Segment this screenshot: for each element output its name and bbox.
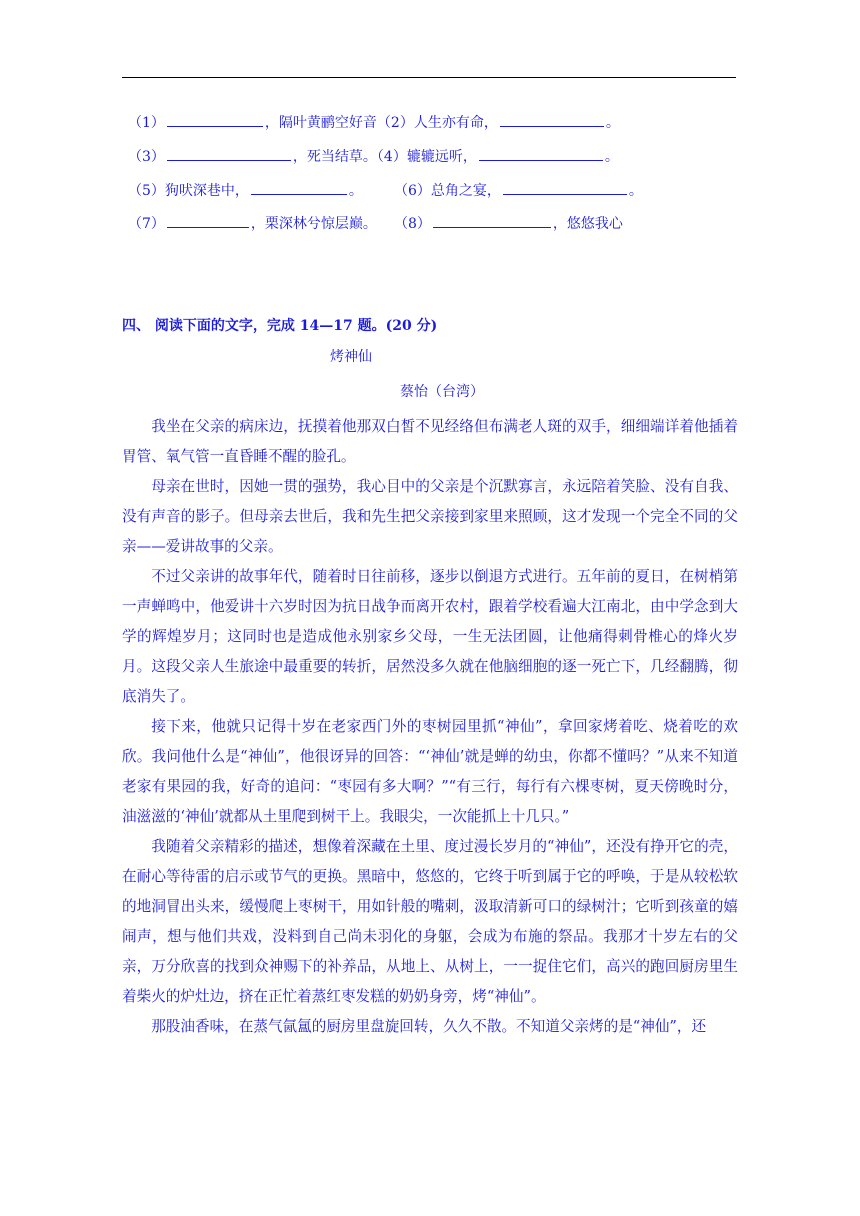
answer-blank[interactable]: [167, 213, 249, 228]
article-title: 烤神仙: [330, 349, 372, 365]
fill-in-row-3: [128, 180, 363, 201]
paragraph: 接下来，他就只记得十岁在老家西门外的枣树园里抓“神仙”，拿回家烤着吃、烧着吃的欢欣。我问他什么是“神仙”，他很讶异的回答：“‘神仙’就是蝉的幼虫，你都不懂吗？”从来不知道老家有果园的我，好奇的追问：“枣园有多大啊？”“有三行，每行有六棵枣树，夏天傍晚时分，油滋滋的‘神仙’就都从土里爬到树干上。我眼尖，一次能抓上十几只。”: [122, 718, 738, 825]
item-text: 。: [604, 149, 619, 165]
item-number: （8）: [394, 216, 431, 232]
item-text: 。: [628, 183, 643, 199]
item-text: 狗吠深巷中，: [164, 183, 249, 199]
article-author: 蔡怡（台湾）: [400, 384, 484, 400]
item-number: （4）: [376, 149, 407, 165]
header-rule: [122, 77, 736, 78]
answer-blank[interactable]: [500, 112, 604, 127]
item-text: 人生亦有命，: [413, 115, 498, 131]
item-text: 。: [605, 115, 620, 131]
fill-in-row-4b: [394, 213, 623, 234]
item-number: （5）: [128, 183, 165, 199]
answer-blank[interactable]: [433, 213, 551, 228]
paragraph: 母亲在世时，因她一贯的强势，我心目中的父亲是个沉默寡言，永远陪着笑脸、没有自我、没有声音的影子。但母亲去世后，我和先生把父亲接到家里来照顾，这才发现一个完全不同的父亲——爱讲故事的父亲。: [122, 478, 738, 555]
article-body: [122, 412, 738, 1042]
item-number: （1）: [128, 115, 165, 131]
item-text: 辘辘远听，: [406, 149, 477, 165]
answer-blank[interactable]: [167, 146, 291, 161]
section-heading: 四、 阅读下面的文字，完成 14—17 题。(20 分): [122, 318, 438, 334]
item-text: 总角之宴，: [430, 183, 501, 199]
item-text: 。: [348, 183, 363, 199]
paragraph: 不过父亲讲的故事年代，随着时日往前移，逐步以倒退方式进行。五年前的夏日，在树梢第一声蝉鸣中，他爱讲十六岁时因为抗日战争而离开农村，跟着学校看遍大江南北，由中学念到大学的辉煌岁月；这同时也是造成他永别家乡父母，一生无法团圆，让他痛得刺骨椎心的烽火岁月。这段父亲人生旅途中最重要的转折，居然没多久就在他脑细胞的逐一死亡下，几经翻腾，彻底消失了。: [122, 568, 738, 705]
paragraph: 那股油香味，在蒸气氤氲的厨房里盘旋回转，久久不散。不知道父亲烤的是“神仙”，还: [151, 1018, 707, 1035]
item-text: ，悠悠我心: [552, 216, 623, 232]
item-number: （6）: [394, 183, 431, 199]
paragraph: 我随着父亲精彩的描述，想像着深藏在土里、度过漫长岁月的“神仙”，还没有挣开它的壳，在耐心等待雷的启示或节气的更换。黑暗中，悠悠的，它终于听到属于它的呼唤，于是从较松软的地洞冒出头来，缓慢爬上枣树干，用如针般的嘴刺，汲取清新可口的绿树汁；它听到孩童的嬉闹声，想与他们共戏，没料到自己尚未羽化的身躯，会成为布施的祭品。我那才十岁左右的父亲，万分欣喜的找到众神赐下的补养品，从地上、从树上，一一捉住它们，高兴的跑回厨房里生着柴火的炉灶边，挤在正忙着蒸红枣发糕的奶奶身旁，烤“神仙”。: [122, 838, 738, 1005]
item-number: （2）: [376, 115, 414, 131]
fill-in-row-4: [128, 213, 377, 234]
item-number: （7）: [128, 216, 165, 232]
answer-blank[interactable]: [251, 180, 347, 195]
fill-in-row-3b: [394, 180, 643, 201]
fill-in-row-2: [128, 146, 619, 167]
item-text: ，隔叶黄鹂空好音: [264, 115, 377, 131]
fill-in-row-1: [128, 112, 620, 133]
answer-blank[interactable]: [167, 112, 263, 127]
answer-blank[interactable]: [479, 146, 603, 161]
item-number: （3）: [128, 149, 165, 165]
answer-blank[interactable]: [503, 180, 627, 195]
paragraph: 我坐在父亲的病床边，抚摸着他那双白皙不见经络但布满老人斑的双手，细细端详着他插着胃管、氧气管一直昏睡不醒的脸孔。: [122, 418, 738, 465]
item-text: ，栗深林兮惊层巅。: [250, 216, 377, 232]
item-text: ，死当结草。: [292, 149, 377, 165]
